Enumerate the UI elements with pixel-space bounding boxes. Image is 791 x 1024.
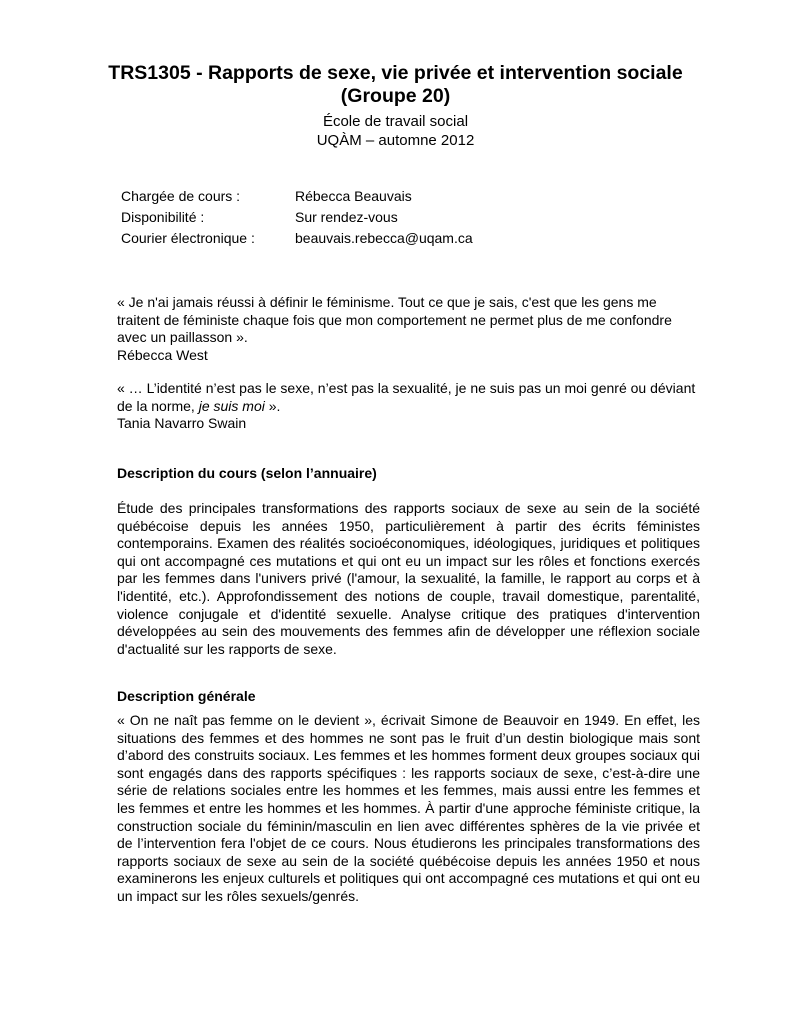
quote-author: Rébecca West xyxy=(117,346,208,363)
quote-text-italic: je suis moi xyxy=(198,397,265,414)
quote-west xyxy=(117,294,697,364)
quote-text: « Je n'ai jamais réussi à définir le féminisme. Tout ce que je sais, c'est que les gens me traitent de féministe chaque fois que mon comportement ne permet plus de me confondre avec un paillasson ». xyxy=(117,294,672,345)
section-heading-course-description: Description du cours (selon l’annuaire) xyxy=(117,465,377,481)
info-label: Courier électronique : xyxy=(121,230,255,246)
course-title-line1: TRS1305 - Rapports de sexe, vie privée et intervention sociale xyxy=(108,62,683,84)
section-heading-general-description: Description générale xyxy=(117,688,256,704)
course-title xyxy=(90,62,701,108)
info-row xyxy=(121,207,473,228)
quote-text-end: ». xyxy=(264,397,281,414)
info-row xyxy=(121,186,473,207)
course-title-line2: (Groupe 20) xyxy=(340,85,451,107)
info-row xyxy=(121,228,473,249)
instructor-info xyxy=(121,186,473,249)
quote-swain xyxy=(117,380,697,433)
section-body-course-description: Étude des principales transformations des rapports sociaux de sexe au sein de la société québécoise depuis les années 1950, particulièrement à partir des écrits féministes contemporains. Examen des réalités socioéconomiques, idéologiques, juridiques et politiques qui ont accompagné ces mutations et qui ont eu un impact sur les rôles et fonctions exercés par les femmes dans l'univers privé (l'amour, la sexualité, la famille, le rapport au corps et à l'identité, etc.). Approfondissement des notions de couple, travail domestique, parentalité, violence conjugale et d'identité sexuelle. Analyse critique des pratiques d'intervention développées au sein des mouvements des femmes afin de développer une réflexion sociale d'actualité sur les rapports de sexe. xyxy=(117,500,700,657)
info-label: Chargée de cours : xyxy=(121,188,241,204)
quote-text-start: « … L’identité n’est pas le sexe, n’est pas la sexualité, je ne suis pas un moi genré ou déviant de la norme, xyxy=(117,380,696,414)
quote-author: Tania Navarro Swain xyxy=(117,415,247,431)
section-body-general-description: « On ne naît pas femme on le devient », écrivait Simone de Beauvoir en 1949. En effet, les situations des femmes et des hommes ne sont pas le fruit d’un destin biologique mais sont d’abord des construits sociaux. Les femmes et les hommes forment deux groupes sociaux qui sont engagés dans des rapports spécifiques : les rapports sociaux de sexe, c’est-à-dire une série de relations sociales entre les hommes et les femmes, mais aussi entre les femmes et les femmes et entre les hommes et les hommes. À partir d'une approche féministe critique, la construction sociale du féminin/masculin en lien avec différentes sphères de la vie privée et de l’intervention fera l'objet de ce cours. Nous étudierons les principales transformations des rapports sociaux de sexe au sein de la société québécoise depuis les années 1950 et nous examinerons les enjeux culturels et politiques qui ont accompagné ces mutations et qui ont eu un impact sur les rôles sexuels/genrés. xyxy=(117,712,700,904)
info-label: Disponibilité : xyxy=(121,209,205,225)
school-name: École de travail social xyxy=(322,113,469,130)
info-value: Sur rendez-vous xyxy=(295,209,398,225)
university-term: UQÀM – automne 2012 xyxy=(316,132,475,149)
info-value: Rébecca Beauvais xyxy=(295,188,412,204)
quote-text xyxy=(117,380,697,415)
email-value: beauvais.rebecca@uqam.ca xyxy=(295,230,473,246)
